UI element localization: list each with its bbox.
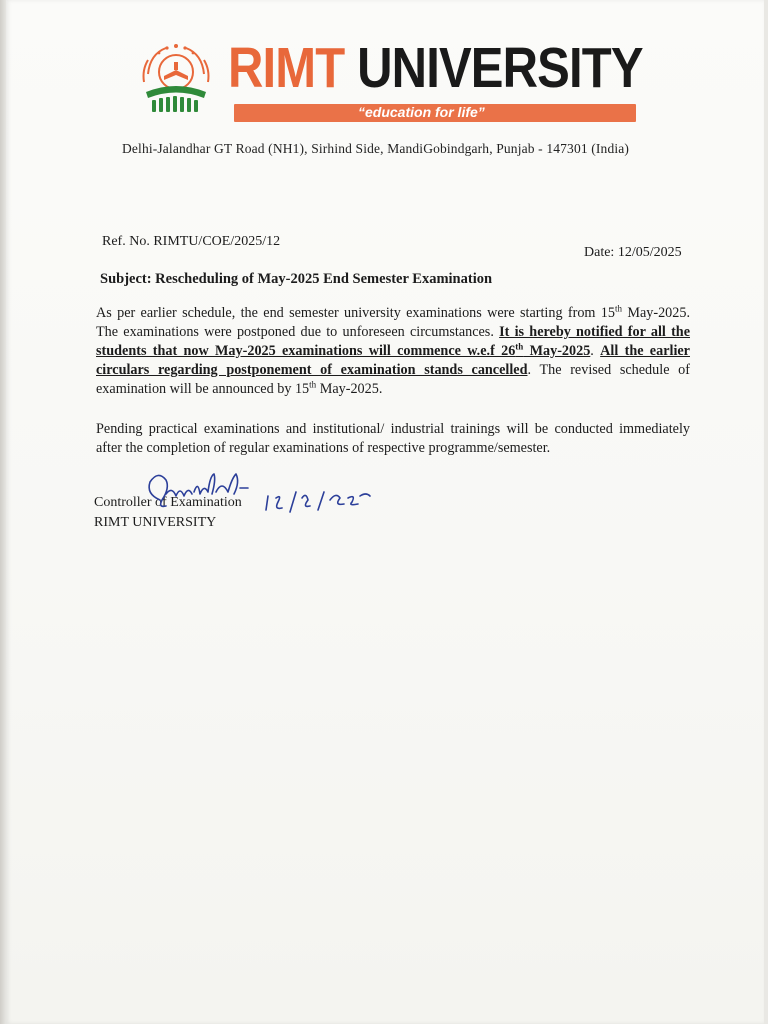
university-emblem-icon <box>134 40 218 120</box>
para1-text-4: . The revised schedule of examination will be announced by 15 <box>96 362 690 397</box>
tagline: “education for life” <box>358 104 485 120</box>
para1-notice-bold-2: All the earlier circulars regarding postponement of examination stands cancelled <box>96 343 690 378</box>
handwritten-signature-icon <box>136 470 376 520</box>
notice-paragraph-1 <box>96 304 690 399</box>
university-name-logo <box>228 36 643 100</box>
notice-subject: Subject: Rescheduling of May-2025 End Semester Examination <box>100 271 493 287</box>
signatory-organization: RIMT UNIVERSITY <box>94 515 217 530</box>
para1-text-1: As per earlier schedule, the end semester university examinations were starting from 15 <box>96 305 615 321</box>
para1-text-3: . <box>590 343 601 359</box>
brand-name-part1: RIMT <box>228 36 358 100</box>
notice-paragraph-2: Pending practical examinations and institutional/ industrial trainings will be conducted immediately after the completion of regular examinations of respective programme/semester. <box>96 421 690 456</box>
para1-text-5: May-2025. <box>316 381 383 397</box>
university-address: Delhi-Jalandhar GT Road (NH1), Sirhind Side, MandiGobindgarh, Punjab - 147301 (India) <box>122 141 630 156</box>
para1-sup-1: th <box>615 303 623 314</box>
para1-bold-sup: th <box>515 341 524 352</box>
para1-sup-2: th <box>309 379 317 390</box>
brand-name-part2: UNIVERSITY <box>357 36 643 100</box>
para1-bold-text-2: May-2025 <box>523 343 591 359</box>
letter-page <box>6 0 764 1024</box>
notice-date: Date: 12/05/2025 <box>584 245 682 260</box>
para1-bold-text-1: It is hereby notified for all the students that now May-2025 examinations will commence w.e.f 26 <box>96 324 690 359</box>
reference-number: Ref. No. RIMTU/COE/2025/12 <box>102 234 281 249</box>
signatory-title: Controller of Examination <box>94 495 242 510</box>
para1-text-2: May-2025. The examinations were postponed due to unforeseen circumstances. <box>96 305 690 340</box>
